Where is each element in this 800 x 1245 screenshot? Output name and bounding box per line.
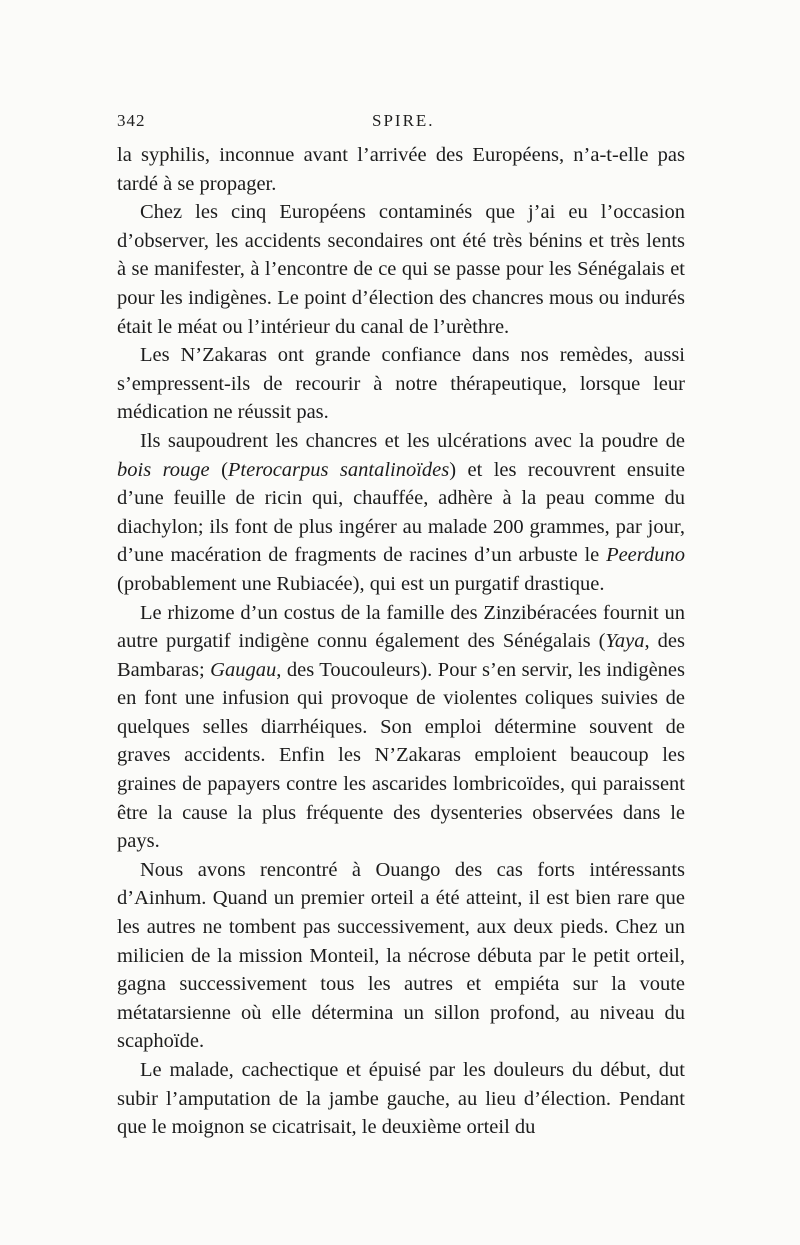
italic-term-pterocarpus: Pterocarpus santalinoïdes bbox=[227, 458, 450, 481]
page-header bbox=[117, 111, 685, 137]
paragraph-7: Le malade, cachectique et épuisé par les douleurs du début, dut subir l’amputation de la jambe gauche, au lieu d’élection. Pendant que le moignon se cicatrisait, le deuxième orteil du bbox=[117, 1059, 685, 1139]
paragraph-2: Chez les cinq Européens contaminés que j’ai eu l’occasion d’observer, les accidents secondaires ont été très bénins et très lents à se manifester, à l’encontre de ce qui se passe pour les Sénégalais et pour les indigènes. Le point d’élection des chancres mous ou indurés était le méat ou l’intérieur du canal de l’urèthre. bbox=[117, 201, 685, 338]
italic-term-bois-rouge: bois rouge bbox=[117, 458, 210, 481]
page-number: 342 bbox=[117, 111, 146, 130]
body-text bbox=[117, 141, 685, 1142]
italic-term-gaugau: Gaugau bbox=[210, 658, 277, 681]
text-run: ) et les recouvrent ensuite d’une feuille de ricin qui, chauffée, adhère à la peau comme du diachylon; ils font de plus ingérer au malade 200 grammes, par jour, d’une macération de fragments de racines d’un arbuste le bbox=[117, 458, 685, 567]
running-title: SPIRE. bbox=[372, 111, 435, 130]
text-run: Le rhizome d’un costus de la famille des Zinzibéracées fournit un autre purgatif indigène connu également des Sénégalais ( bbox=[117, 601, 685, 653]
text-run: , des Toucouleurs). Pour s’en servir, les indigènes en font une infusion qui provoque de violentes coliques suivies de quelques selles diarrhéiques. Son emploi détermine souvent de graves accidents. Enfin les N’Zakaras emploient beaucoup les graines de papayers contre les ascarides lombricoïdes, qui paraissent être la cause la plus fréquente des dysenteries observées dans le pays. bbox=[117, 658, 685, 853]
text-run: ( bbox=[209, 458, 228, 481]
italic-term-yaya: Yaya bbox=[605, 630, 645, 653]
italic-term-peerduno: Peerduno bbox=[606, 544, 685, 567]
paragraph-1: la syphilis, inconnue avant l’arrivée des Européens, n’a-t-elle pas tardé à se propager. bbox=[117, 144, 685, 195]
paragraph-4 bbox=[117, 427, 685, 599]
text-run: (probablement une Rubiacée), qui est un purgatif drastique. bbox=[117, 572, 605, 595]
paragraph-5 bbox=[117, 599, 685, 856]
paragraph-3: Les N’Zakaras ont grande confiance dans nos remèdes, aussi s’empressent-ils de recourir à notre thérapeutique, lorsque leur médication ne réussit pas. bbox=[117, 344, 685, 424]
text-run: Ils saupoudrent les chancres et les ulcérations avec la poudre de bbox=[140, 429, 685, 452]
text-run: , des Bambaras; bbox=[117, 630, 686, 681]
paragraph-6: Nous avons rencontré à Ouango des cas forts intéressants d’Ainhum. Quand un premier orteil a été atteint, il est bien rare que les autres ne tombent pas successivement, aux deux pieds. Chez un milicien de la mission Monteil, la nécrose débuta par le petit orteil, gagna successivement tous les autres et empiéta sur la voute métatarsienne où elle détermina un sillon profond, au niveau du scaphoïde. bbox=[117, 858, 685, 1053]
